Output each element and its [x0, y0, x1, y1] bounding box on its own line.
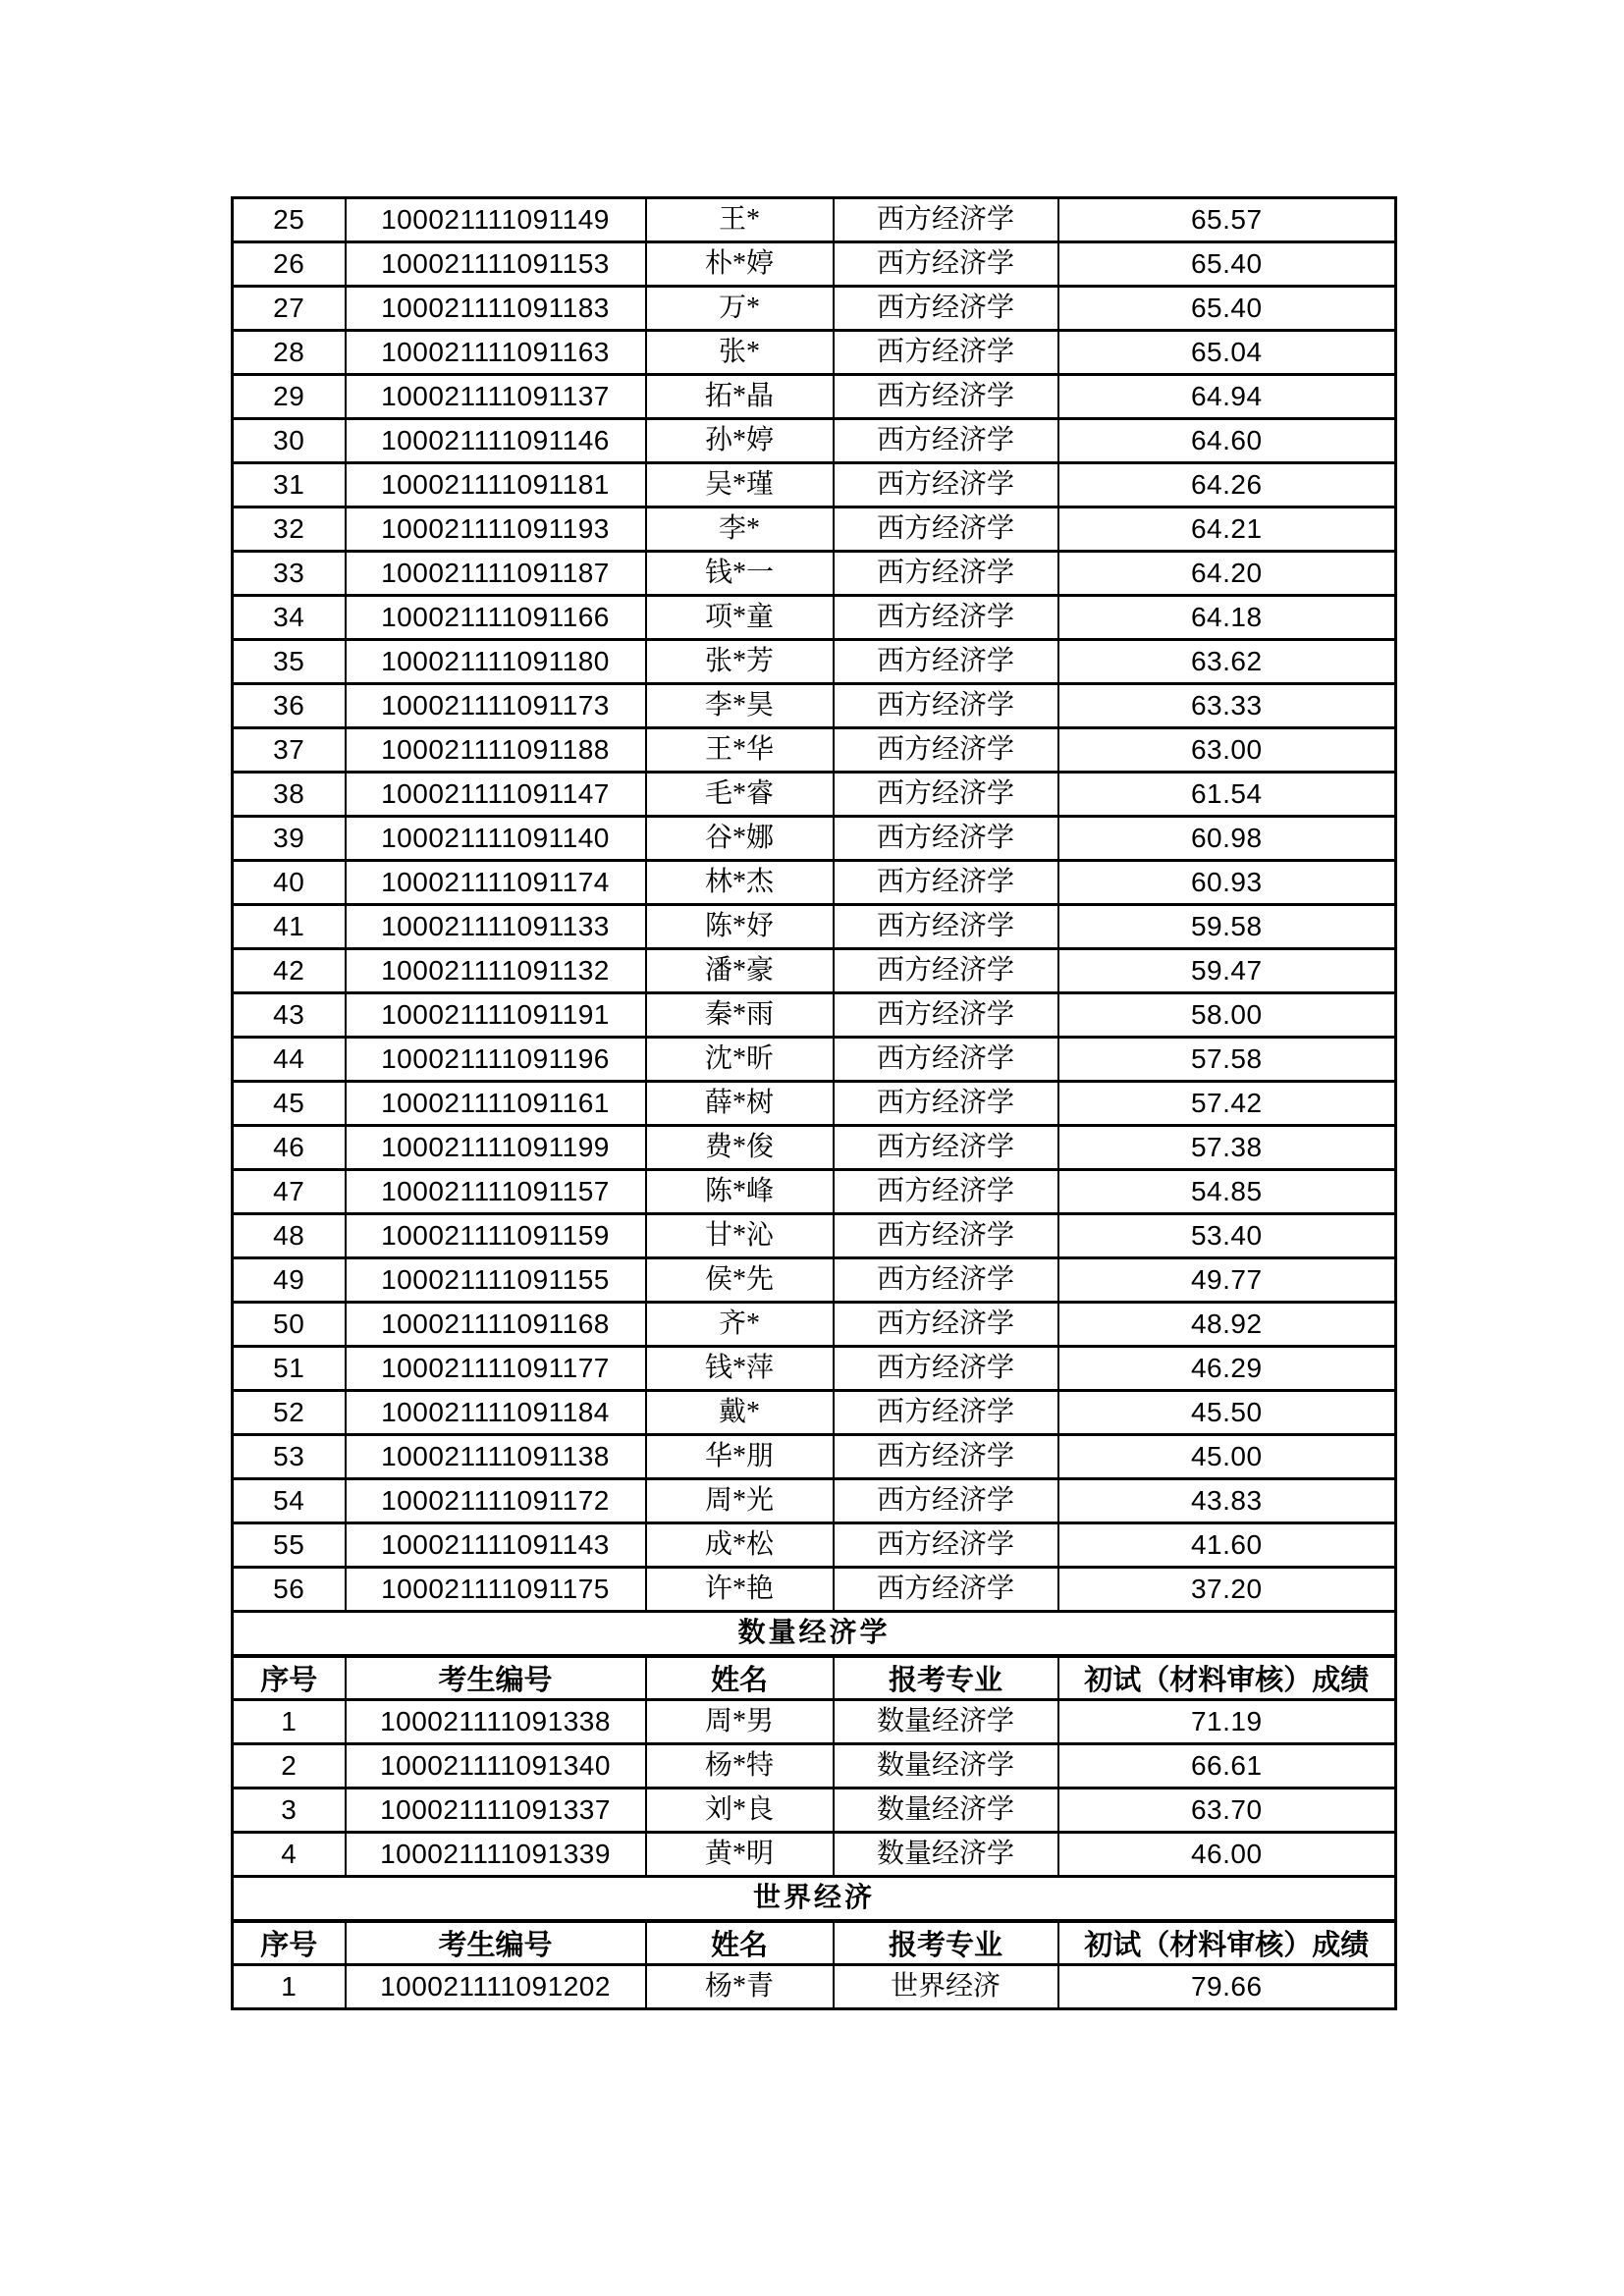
- cell-index: 43: [233, 993, 346, 1038]
- cell-name: 周*男: [646, 1700, 834, 1744]
- cell-major: 西方经济学: [834, 1435, 1058, 1479]
- cell-index: 26: [233, 242, 346, 287]
- column-header: 初试（材料审核）成绩: [1058, 1656, 1396, 1700]
- cell-major: 数量经济学: [834, 1744, 1058, 1789]
- section-title-row: [233, 1877, 1396, 1922]
- column-header: 姓名: [646, 1656, 834, 1700]
- cell-name: 秦*雨: [646, 993, 834, 1038]
- cell-candidate-id: 100021111091175: [346, 1568, 646, 1612]
- cell-major: 世界经济: [834, 1965, 1058, 2009]
- cell-candidate-id: 100021111091199: [346, 1126, 646, 1170]
- cell-candidate-id: 100021111091191: [346, 993, 646, 1038]
- cell-candidate-id: 100021111091163: [346, 331, 646, 375]
- cell-major: 西方经济学: [834, 331, 1058, 375]
- cell-candidate-id: 100021111091187: [346, 552, 646, 596]
- table-row: [233, 1126, 1396, 1170]
- score-table-body: [233, 198, 1396, 2009]
- cell-index: 52: [233, 1391, 346, 1435]
- table-row: [233, 198, 1396, 242]
- cell-name: 李*昊: [646, 684, 834, 728]
- cell-candidate-id: 100021111091337: [346, 1789, 646, 1833]
- cell-candidate-id: 100021111091177: [346, 1347, 646, 1391]
- cell-score: 79.66: [1058, 1965, 1396, 2009]
- cell-index: 45: [233, 1082, 346, 1126]
- cell-index: 48: [233, 1214, 346, 1258]
- table-row: [233, 507, 1396, 552]
- cell-candidate-id: 100021111091157: [346, 1170, 646, 1214]
- column-header-row: [233, 1656, 1396, 1700]
- table-row: [233, 463, 1396, 507]
- table-row: [233, 1435, 1396, 1479]
- cell-candidate-id: 100021111091153: [346, 242, 646, 287]
- cell-candidate-id: 100021111091146: [346, 419, 646, 463]
- table-row: [233, 905, 1396, 949]
- cell-score: 57.42: [1058, 1082, 1396, 1126]
- cell-candidate-id: 100021111091172: [346, 1479, 646, 1523]
- section-title: 世界经济: [233, 1877, 1396, 1922]
- table-row: [233, 1258, 1396, 1303]
- cell-candidate-id: 100021111091183: [346, 287, 646, 331]
- cell-score: 60.98: [1058, 817, 1396, 861]
- cell-index: 35: [233, 640, 346, 684]
- cell-candidate-id: 100021111091166: [346, 596, 646, 640]
- table-row: [233, 1347, 1396, 1391]
- table-row: [233, 1965, 1396, 2009]
- table-row: [233, 552, 1396, 596]
- cell-candidate-id: 100021111091137: [346, 375, 646, 419]
- cell-name: 戴*: [646, 1391, 834, 1435]
- cell-index: 1: [233, 1965, 346, 2009]
- cell-candidate-id: 100021111091147: [346, 773, 646, 817]
- table-row: [233, 817, 1396, 861]
- cell-index: 40: [233, 861, 346, 905]
- cell-name: 谷*娜: [646, 817, 834, 861]
- table-row: [233, 419, 1396, 463]
- cell-major: 西方经济学: [834, 1214, 1058, 1258]
- cell-index: 31: [233, 463, 346, 507]
- table-row: [233, 287, 1396, 331]
- cell-major: 西方经济学: [834, 993, 1058, 1038]
- cell-major: 西方经济学: [834, 861, 1058, 905]
- table-row: [233, 1789, 1396, 1833]
- cell-name: 王*: [646, 198, 834, 242]
- table-row: [233, 861, 1396, 905]
- cell-candidate-id: 100021111091161: [346, 1082, 646, 1126]
- column-header: 考生编号: [346, 1656, 646, 1700]
- cell-major: 西方经济学: [834, 1479, 1058, 1523]
- cell-name: 杨*青: [646, 1965, 834, 2009]
- table-row: [233, 1038, 1396, 1082]
- cell-name: 周*光: [646, 1479, 834, 1523]
- cell-major: 西方经济学: [834, 552, 1058, 596]
- table-row: [233, 684, 1396, 728]
- cell-candidate-id: 100021111091196: [346, 1038, 646, 1082]
- cell-major: 西方经济学: [834, 1303, 1058, 1347]
- column-header: 序号: [233, 1656, 346, 1700]
- table-row: [233, 1479, 1396, 1523]
- cell-candidate-id: 100021111091338: [346, 1700, 646, 1744]
- cell-major: 西方经济学: [834, 1170, 1058, 1214]
- cell-candidate-id: 100021111091149: [346, 198, 646, 242]
- table-row: [233, 375, 1396, 419]
- cell-major: 西方经济学: [834, 817, 1058, 861]
- table-row: [233, 1523, 1396, 1568]
- cell-score: 63.70: [1058, 1789, 1396, 1833]
- cell-candidate-id: 100021111091193: [346, 507, 646, 552]
- cell-score: 63.62: [1058, 640, 1396, 684]
- cell-score: 71.19: [1058, 1700, 1396, 1744]
- cell-score: 66.61: [1058, 1744, 1396, 1789]
- cell-major: 西方经济学: [834, 463, 1058, 507]
- table-row: [233, 1082, 1396, 1126]
- cell-index: 27: [233, 287, 346, 331]
- cell-major: 数量经济学: [834, 1789, 1058, 1833]
- cell-major: 西方经济学: [834, 684, 1058, 728]
- cell-index: 34: [233, 596, 346, 640]
- cell-index: 29: [233, 375, 346, 419]
- cell-index: 2: [233, 1744, 346, 1789]
- cell-index: 42: [233, 949, 346, 993]
- table-row: [233, 1391, 1396, 1435]
- cell-name: 项*童: [646, 596, 834, 640]
- table-row: [233, 773, 1396, 817]
- cell-score: 64.18: [1058, 596, 1396, 640]
- cell-candidate-id: 100021111091181: [346, 463, 646, 507]
- cell-index: 55: [233, 1523, 346, 1568]
- cell-name: 侯*先: [646, 1258, 834, 1303]
- cell-name: 毛*睿: [646, 773, 834, 817]
- column-header: 报考专业: [834, 1656, 1058, 1700]
- cell-index: 30: [233, 419, 346, 463]
- cell-name: 沈*昕: [646, 1038, 834, 1082]
- cell-name: 吴*瑾: [646, 463, 834, 507]
- cell-candidate-id: 100021111091202: [346, 1965, 646, 2009]
- cell-major: 西方经济学: [834, 773, 1058, 817]
- cell-major: 西方经济学: [834, 1082, 1058, 1126]
- cell-score: 60.93: [1058, 861, 1396, 905]
- cell-score: 53.40: [1058, 1214, 1396, 1258]
- cell-major: 西方经济学: [834, 375, 1058, 419]
- cell-candidate-id: 100021111091180: [346, 640, 646, 684]
- table-row: [233, 1303, 1396, 1347]
- cell-name: 黄*明: [646, 1833, 834, 1877]
- cell-score: 59.58: [1058, 905, 1396, 949]
- column-header: 报考专业: [834, 1921, 1058, 1965]
- cell-candidate-id: 100021111091132: [346, 949, 646, 993]
- cell-name: 成*松: [646, 1523, 834, 1568]
- cell-name: 许*艳: [646, 1568, 834, 1612]
- cell-candidate-id: 100021111091173: [346, 684, 646, 728]
- cell-major: 西方经济学: [834, 905, 1058, 949]
- cell-index: 36: [233, 684, 346, 728]
- cell-candidate-id: 100021111091340: [346, 1744, 646, 1789]
- cell-score: 65.40: [1058, 242, 1396, 287]
- column-header: 序号: [233, 1921, 346, 1965]
- cell-score: 48.92: [1058, 1303, 1396, 1347]
- cell-score: 65.40: [1058, 287, 1396, 331]
- cell-major: 西方经济学: [834, 949, 1058, 993]
- cell-name: 朴*婷: [646, 242, 834, 287]
- cell-major: 西方经济学: [834, 1347, 1058, 1391]
- cell-index: 25: [233, 198, 346, 242]
- cell-major: 西方经济学: [834, 1258, 1058, 1303]
- cell-candidate-id: 100021111091339: [346, 1833, 646, 1877]
- cell-major: 数量经济学: [834, 1700, 1058, 1744]
- cell-major: 西方经济学: [834, 1568, 1058, 1612]
- cell-score: 57.58: [1058, 1038, 1396, 1082]
- cell-candidate-id: 100021111091159: [346, 1214, 646, 1258]
- cell-name: 万*: [646, 287, 834, 331]
- cell-name: 杨*特: [646, 1744, 834, 1789]
- section-title-row: [233, 1612, 1396, 1657]
- cell-index: 4: [233, 1833, 346, 1877]
- cell-major: 西方经济学: [834, 728, 1058, 773]
- column-header: 初试（材料审核）成绩: [1058, 1921, 1396, 1965]
- cell-name: 钱*一: [646, 552, 834, 596]
- table-row: [233, 596, 1396, 640]
- cell-index: 41: [233, 905, 346, 949]
- cell-name: 拓*晶: [646, 375, 834, 419]
- table-row: [233, 1744, 1396, 1789]
- cell-name: 陈*妤: [646, 905, 834, 949]
- cell-index: 49: [233, 1258, 346, 1303]
- cell-name: 刘*良: [646, 1789, 834, 1833]
- cell-score: 45.00: [1058, 1435, 1396, 1479]
- table-row: [233, 993, 1396, 1038]
- cell-major: 西方经济学: [834, 419, 1058, 463]
- table-row: [233, 1700, 1396, 1744]
- cell-index: 28: [233, 331, 346, 375]
- cell-major: 西方经济学: [834, 596, 1058, 640]
- cell-major: 数量经济学: [834, 1833, 1058, 1877]
- table-row: [233, 1833, 1396, 1877]
- table-row: [233, 728, 1396, 773]
- cell-index: 53: [233, 1435, 346, 1479]
- cell-score: 59.47: [1058, 949, 1396, 993]
- cell-candidate-id: 100021111091184: [346, 1391, 646, 1435]
- cell-score: 46.00: [1058, 1833, 1396, 1877]
- cell-index: 50: [233, 1303, 346, 1347]
- cell-score: 37.20: [1058, 1568, 1396, 1612]
- cell-index: 47: [233, 1170, 346, 1214]
- cell-major: 西方经济学: [834, 507, 1058, 552]
- cell-candidate-id: 100021111091155: [346, 1258, 646, 1303]
- cell-score: 46.29: [1058, 1347, 1396, 1391]
- table-row: [233, 949, 1396, 993]
- table-row: [233, 1214, 1396, 1258]
- cell-index: 39: [233, 817, 346, 861]
- cell-name: 李*: [646, 507, 834, 552]
- cell-name: 薛*树: [646, 1082, 834, 1126]
- section-title: 数量经济学: [233, 1612, 1396, 1657]
- cell-name: 齐*: [646, 1303, 834, 1347]
- cell-index: 1: [233, 1700, 346, 1744]
- cell-score: 63.33: [1058, 684, 1396, 728]
- cell-major: 西方经济学: [834, 640, 1058, 684]
- cell-candidate-id: 100021111091168: [346, 1303, 646, 1347]
- cell-major: 西方经济学: [834, 287, 1058, 331]
- cell-score: 57.38: [1058, 1126, 1396, 1170]
- cell-index: 46: [233, 1126, 346, 1170]
- cell-major: 西方经济学: [834, 198, 1058, 242]
- cell-candidate-id: 100021111091174: [346, 861, 646, 905]
- cell-score: 64.26: [1058, 463, 1396, 507]
- table-row: [233, 1568, 1396, 1612]
- cell-name: 钱*萍: [646, 1347, 834, 1391]
- table-row: [233, 640, 1396, 684]
- table-row: [233, 331, 1396, 375]
- cell-major: 西方经济学: [834, 1391, 1058, 1435]
- table-row: [233, 242, 1396, 287]
- cell-score: 65.04: [1058, 331, 1396, 375]
- cell-score: 61.54: [1058, 773, 1396, 817]
- cell-name: 林*杰: [646, 861, 834, 905]
- cell-name: 孙*婷: [646, 419, 834, 463]
- cell-name: 费*俊: [646, 1126, 834, 1170]
- column-header: 姓名: [646, 1921, 834, 1965]
- cell-index: 32: [233, 507, 346, 552]
- cell-major: 西方经济学: [834, 1523, 1058, 1568]
- cell-index: 3: [233, 1789, 346, 1833]
- cell-score: 64.20: [1058, 552, 1396, 596]
- score-table: [231, 196, 1397, 2010]
- cell-name: 陈*峰: [646, 1170, 834, 1214]
- cell-score: 58.00: [1058, 993, 1396, 1038]
- cell-name: 华*朋: [646, 1435, 834, 1479]
- cell-major: 西方经济学: [834, 1038, 1058, 1082]
- cell-name: 王*华: [646, 728, 834, 773]
- cell-candidate-id: 100021111091143: [346, 1523, 646, 1568]
- column-header: 考生编号: [346, 1921, 646, 1965]
- cell-index: 33: [233, 552, 346, 596]
- cell-candidate-id: 100021111091140: [346, 817, 646, 861]
- cell-name: 甘*沁: [646, 1214, 834, 1258]
- cell-score: 43.83: [1058, 1479, 1396, 1523]
- cell-name: 张*: [646, 331, 834, 375]
- cell-index: 51: [233, 1347, 346, 1391]
- cell-score: 64.60: [1058, 419, 1396, 463]
- cell-score: 49.77: [1058, 1258, 1396, 1303]
- cell-major: 西方经济学: [834, 1126, 1058, 1170]
- table-row: [233, 1170, 1396, 1214]
- cell-candidate-id: 100021111091138: [346, 1435, 646, 1479]
- cell-index: 37: [233, 728, 346, 773]
- cell-name: 张*芳: [646, 640, 834, 684]
- cell-major: 西方经济学: [834, 242, 1058, 287]
- cell-score: 64.94: [1058, 375, 1396, 419]
- column-header-row: [233, 1921, 1396, 1965]
- cell-score: 41.60: [1058, 1523, 1396, 1568]
- cell-score: 54.85: [1058, 1170, 1396, 1214]
- cell-index: 38: [233, 773, 346, 817]
- cell-score: 64.21: [1058, 507, 1396, 552]
- cell-index: 54: [233, 1479, 346, 1523]
- cell-index: 56: [233, 1568, 346, 1612]
- cell-score: 65.57: [1058, 198, 1396, 242]
- cell-name: 潘*豪: [646, 949, 834, 993]
- cell-index: 44: [233, 1038, 346, 1082]
- cell-score: 63.00: [1058, 728, 1396, 773]
- cell-candidate-id: 100021111091188: [346, 728, 646, 773]
- cell-candidate-id: 100021111091133: [346, 905, 646, 949]
- cell-score: 45.50: [1058, 1391, 1396, 1435]
